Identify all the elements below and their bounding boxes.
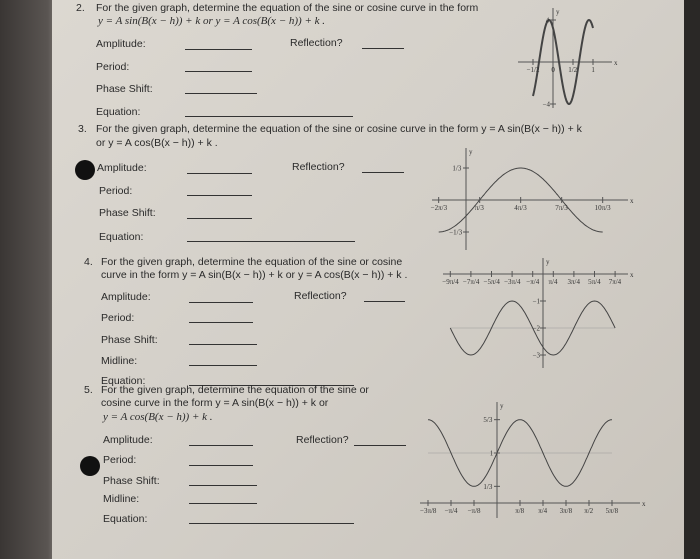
phase-shift-label: Phase Shift: bbox=[96, 83, 153, 95]
y-tick-label: 5/3 bbox=[483, 416, 493, 425]
x-tick-label: −π/4 bbox=[526, 278, 540, 286]
problem-formula: curve in the form y = A sin(B(x − h)) + k or y = A cos(B(x − h)) + k . bbox=[101, 269, 408, 281]
phase-shift-label: Phase Shift: bbox=[103, 475, 160, 487]
equation-label: Equation: bbox=[96, 106, 141, 118]
x-tick-label: π/8 bbox=[515, 507, 525, 515]
period-label: Period: bbox=[101, 312, 135, 324]
period-label: Period: bbox=[96, 61, 130, 73]
x-tick-label: −7π/4 bbox=[462, 278, 480, 286]
x-tick-label: −π/4 bbox=[444, 507, 458, 515]
amplitude-label: Amplitude: bbox=[97, 162, 147, 174]
problem-number: 3. bbox=[78, 123, 87, 135]
y-tick-label: 1 bbox=[489, 449, 494, 458]
x-axis-label: x bbox=[642, 500, 646, 508]
problem-formula: or y = A cos(B(x − h)) + k . bbox=[96, 137, 218, 149]
x-tick-label: 7π/4 bbox=[608, 278, 622, 286]
y-tick-label: −1 bbox=[532, 297, 541, 306]
equation-label: Equation: bbox=[99, 231, 144, 243]
equation-label: Equation: bbox=[101, 375, 146, 387]
problem-prompt: For the given graph, determine the equation of the sine or bbox=[101, 384, 369, 396]
reflection-label: Reflection? bbox=[296, 434, 349, 446]
x-tick-label: −3π/8 bbox=[420, 507, 437, 515]
x-tick-label: π/4 bbox=[538, 507, 548, 515]
x-tick-label: −5π/4 bbox=[483, 278, 500, 286]
midline-label: Midline: bbox=[103, 493, 140, 505]
y-tick-label: −4 bbox=[542, 100, 551, 109]
problem-number: 2. bbox=[76, 2, 85, 14]
problem-number: 5. bbox=[84, 384, 93, 396]
x-tick-label: 1/2 bbox=[568, 66, 578, 74]
problem-formula-alt: y = A cos(B(x − h)) + k . bbox=[103, 411, 213, 423]
y-axis-label: y bbox=[500, 402, 504, 410]
x-axis-label: x bbox=[630, 271, 634, 279]
x-tick-label: −1/2 bbox=[526, 66, 540, 74]
y-tick-label: 1/3 bbox=[483, 482, 493, 491]
amplitude-label: Amplitude: bbox=[96, 38, 146, 50]
amplitude-label: Amplitude: bbox=[103, 434, 153, 446]
x-tick-label: −9π/4 bbox=[442, 278, 459, 286]
y-axis-label: y bbox=[546, 258, 550, 266]
x-tick-label: 10π/3 bbox=[594, 204, 611, 212]
period-label: Period: bbox=[103, 454, 137, 466]
x-tick-label: π/3 bbox=[474, 204, 484, 212]
reflection-label: Reflection? bbox=[290, 37, 343, 49]
problem-formula: y = A sin(B(x − h)) + k or y = A cos(B(x − h)) + k . bbox=[98, 15, 325, 27]
x-tick-label: π/2 bbox=[584, 507, 594, 515]
x-tick-label: −2π/3 bbox=[430, 204, 448, 212]
x-tick-label: 5π/4 bbox=[588, 278, 601, 286]
x-tick-label: 4π/3 bbox=[514, 204, 527, 212]
x-tick-label: 1 bbox=[591, 66, 595, 74]
problem-prompt: For the given graph, determine the equation of the sine or cosine bbox=[101, 256, 403, 268]
problem-prompt: For the given graph, determine the equation of the sine or cosine curve in the form bbox=[96, 2, 479, 14]
reflection-label: Reflection? bbox=[294, 290, 347, 302]
x-tick-label: π/4 bbox=[548, 278, 558, 286]
y-tick-label: 4 bbox=[545, 16, 550, 25]
problem-formula: cosine curve in the form y = A sin(B(x − h)) + k or bbox=[101, 397, 329, 409]
x-tick-label: 5π/8 bbox=[605, 507, 619, 515]
x-tick-label: 0 bbox=[551, 66, 555, 74]
y-tick-label: −2 bbox=[532, 324, 541, 333]
y-tick-label: 1/3 bbox=[452, 164, 462, 173]
period-label: Period: bbox=[99, 185, 133, 197]
y-tick-label: −3 bbox=[532, 351, 541, 360]
x-tick-label: 3π/8 bbox=[559, 507, 573, 515]
x-tick-label: −π/8 bbox=[467, 507, 481, 515]
x-tick-label: 7π/3 bbox=[555, 204, 568, 212]
amplitude-label: Amplitude: bbox=[101, 291, 151, 303]
x-axis-label: x bbox=[630, 197, 634, 205]
x-axis-label: x bbox=[614, 59, 618, 67]
midline-label: Midline: bbox=[101, 355, 138, 367]
problem-prompt: For the given graph, determine the equation of the sine or cosine curve in the form y = A sin(B(x − h)) + k bbox=[96, 123, 582, 135]
y-axis-label: y bbox=[469, 148, 473, 156]
x-tick-label: 3π/4 bbox=[567, 278, 580, 286]
phase-shift-label: Phase Shift: bbox=[99, 207, 156, 219]
problem-number: 4. bbox=[84, 256, 93, 268]
y-axis-label: y bbox=[556, 8, 560, 16]
equation-label: Equation: bbox=[103, 513, 148, 525]
phase-shift-label: Phase Shift: bbox=[101, 334, 158, 346]
reflection-label: Reflection? bbox=[292, 161, 345, 173]
y-tick-label: −1/3 bbox=[449, 228, 463, 237]
x-tick-label: −3π/4 bbox=[504, 278, 521, 286]
